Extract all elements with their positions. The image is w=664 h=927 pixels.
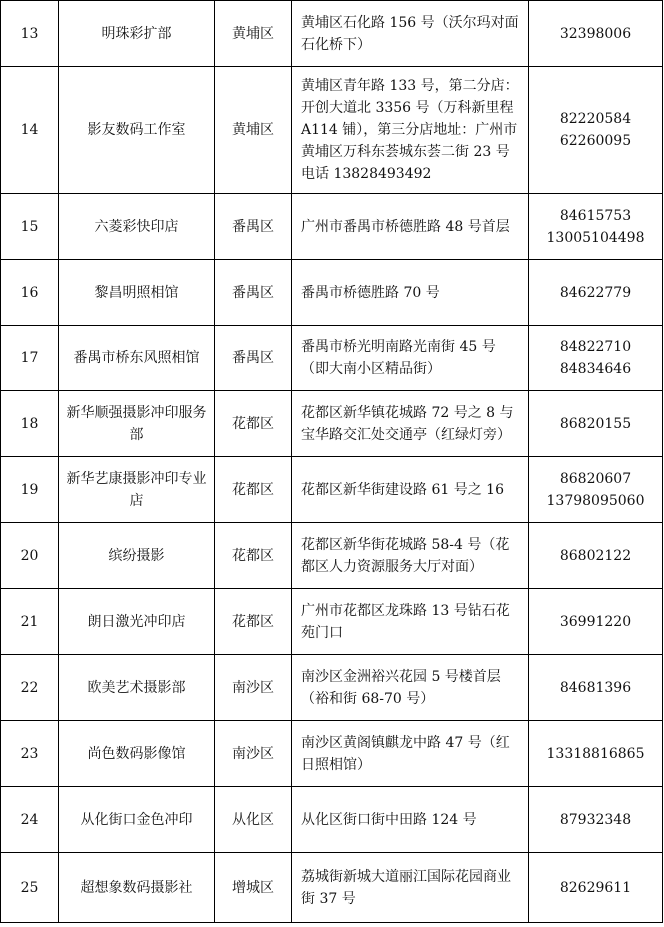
phone: 36991220 — [529, 589, 663, 655]
table-row — [1, 523, 663, 589]
address: 南沙区黄阁镇麒龙中路 47 号（红日照相馆） — [292, 721, 529, 787]
table-row — [1, 326, 663, 391]
district: 黄埔区 — [215, 1, 292, 67]
district: 花都区 — [215, 589, 292, 655]
district: 番禺区 — [215, 194, 292, 260]
row-number: 14 — [1, 67, 59, 194]
row-number: 18 — [1, 391, 59, 457]
table-row — [1, 589, 663, 655]
address: 黄埔区石化路 156 号（沃尔玛对面石化桥下） — [292, 1, 529, 67]
row-number: 16 — [1, 260, 59, 326]
address: 番禺市桥光明南路光南街 45 号（即大南小区精品街） — [292, 326, 529, 391]
district: 南沙区 — [215, 655, 292, 721]
table-row — [1, 194, 663, 260]
phone: 86820155 — [529, 391, 663, 457]
district: 花都区 — [215, 523, 292, 589]
row-number: 20 — [1, 523, 59, 589]
table-row — [1, 457, 663, 523]
table-row — [1, 391, 663, 457]
phone: 84822710 84834646 — [529, 326, 663, 391]
shop-name: 欧美艺术摄影部 — [59, 655, 215, 721]
address: 花都区新华街花城路 58-4 号（花都区人力资源服务大厅对面） — [292, 523, 529, 589]
phone: 82629611 — [529, 853, 663, 923]
row-number: 25 — [1, 853, 59, 923]
shop-name: 缤纷摄影 — [59, 523, 215, 589]
phone: 86820607 13798095060 — [529, 457, 663, 523]
address: 黄埔区青年路 133 号，第二分店：开创大道北 3356 号（万科新里程 A114 铺），第三分店地址：广州市黄埔区万科东荟城东荟二街 23 号 电话 13828493492 — [292, 67, 529, 194]
row-number: 22 — [1, 655, 59, 721]
address: 荔城街新城大道丽江国际花园商业街 37 号 — [292, 853, 529, 923]
address: 花都区新华镇花城路 72 号之 8 与宝华路交汇处交通亭（红绿灯旁） — [292, 391, 529, 457]
shop-name: 尚色数码影像馆 — [59, 721, 215, 787]
shop-name: 朗日激光冲印店 — [59, 589, 215, 655]
shop-name: 黎昌明照相馆 — [59, 260, 215, 326]
address: 广州市番禺市桥德胜路 48 号首层 — [292, 194, 529, 260]
shop-name: 新华艺康摄影冲印专业店 — [59, 457, 215, 523]
table-row — [1, 67, 663, 194]
shop-name: 从化街口金色冲印 — [59, 787, 215, 853]
phone: 13318816865 — [529, 721, 663, 787]
district: 黄埔区 — [215, 67, 292, 194]
address: 从化区街口街中田路 124 号 — [292, 787, 529, 853]
row-number: 19 — [1, 457, 59, 523]
row-number: 24 — [1, 787, 59, 853]
address: 番禺市桥德胜路 70 号 — [292, 260, 529, 326]
phone: 82220584 62260095 — [529, 67, 663, 194]
district: 花都区 — [215, 457, 292, 523]
address: 广州市花都区龙珠路 13 号钻石花苑门口 — [292, 589, 529, 655]
district: 南沙区 — [215, 721, 292, 787]
row-number: 23 — [1, 721, 59, 787]
phone: 32398006 — [529, 1, 663, 67]
table-row — [1, 721, 663, 787]
phone: 86802122 — [529, 523, 663, 589]
row-number: 21 — [1, 589, 59, 655]
table-row — [1, 1, 663, 67]
shop-name: 超想象数码摄影社 — [59, 853, 215, 923]
phone: 87932348 — [529, 787, 663, 853]
phone: 84622779 — [529, 260, 663, 326]
phone: 84681396 — [529, 655, 663, 721]
address: 南沙区金洲裕兴花园 5 号楼首层（裕和街 68-70 号） — [292, 655, 529, 721]
table-row — [1, 787, 663, 853]
district: 增城区 — [215, 853, 292, 923]
row-number: 15 — [1, 194, 59, 260]
shop-name: 六菱彩快印店 — [59, 194, 215, 260]
row-number: 17 — [1, 326, 59, 391]
table-row — [1, 853, 663, 923]
address: 花都区新华街建设路 61 号之 16 — [292, 457, 529, 523]
district: 花都区 — [215, 391, 292, 457]
district: 番禺区 — [215, 260, 292, 326]
phone: 84615753 13005104498 — [529, 194, 663, 260]
row-number: 13 — [1, 1, 59, 67]
shop-name: 番禺市桥东风照相馆 — [59, 326, 215, 391]
district: 从化区 — [215, 787, 292, 853]
shop-name: 新华顺强摄影冲印服务部 — [59, 391, 215, 457]
shop-name: 影友数码工作室 — [59, 67, 215, 194]
shop-name: 明珠彩扩部 — [59, 1, 215, 67]
table-row — [1, 260, 663, 326]
district: 番禺区 — [215, 326, 292, 391]
table-row — [1, 655, 663, 721]
